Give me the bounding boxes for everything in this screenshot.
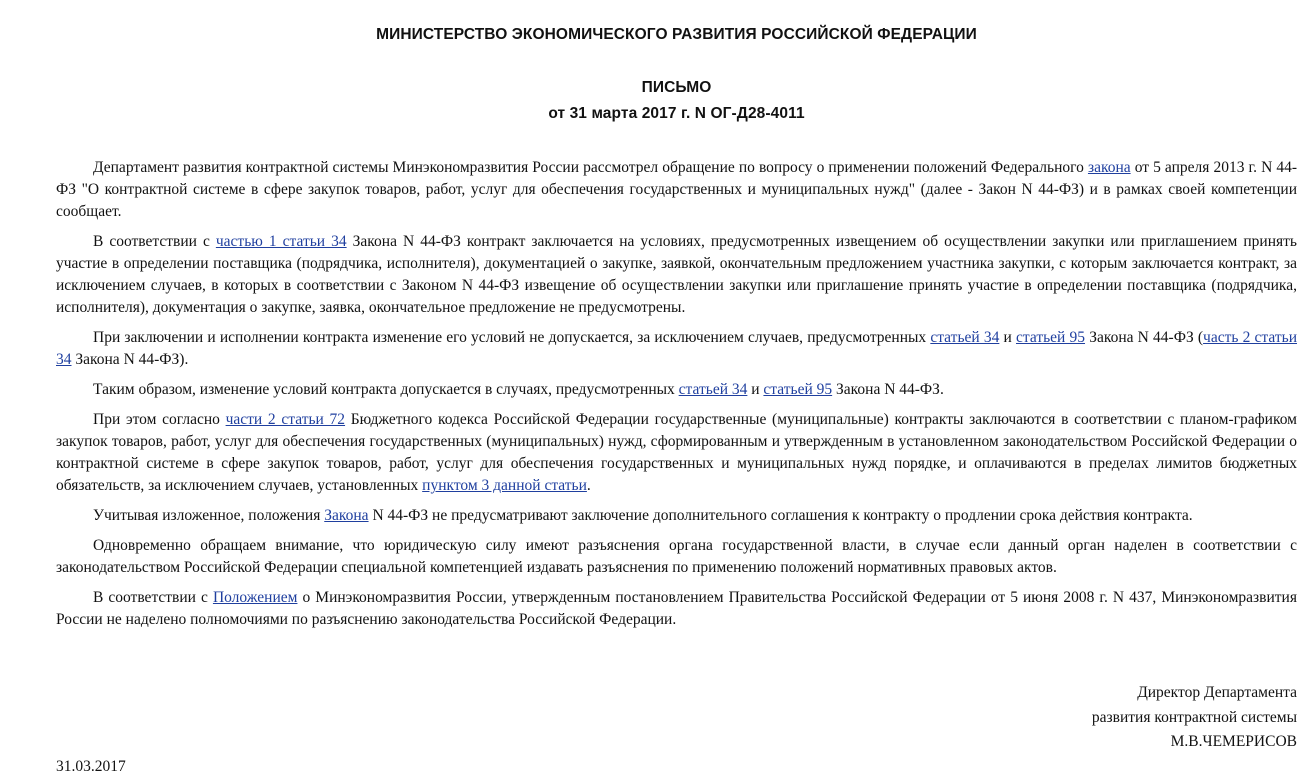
link-part-2-article-72[interactable]: части 2 статьи 72 [225,411,346,428]
link-law[interactable]: Закона [324,507,369,524]
paragraph-6 [56,505,1297,527]
link-article-95[interactable]: статьей 95 [1016,329,1086,346]
link-article-34[interactable]: статьей 34 [930,329,1000,346]
paragraph-5-text-1: При этом согласно [93,411,226,428]
paragraph-2-text-2: Закона N 44-ФЗ контракт заключается на условиях, предусмотренных извещением об осуществлении закупки или приглашением принять участие в определении поставщика (подрядчика, исполнителя), документацией о закупке, заявкой, окончательным предложением участника закупки, с которым заключается контракт, за исключением случаев, в которых в соответствии с Законом N 44-ФЗ извещение об осуществлении закупки или приглашение принять участие в определении поставщика (подрядчика, исполнителя), документация о закупке, заявка, окончательное предложение не предусмотрены. [56,233,1297,316]
paragraph-4-text-2: и [747,381,764,398]
signature-position-line-1: Директор Департамента [1137,684,1297,701]
paragraph-7 [56,535,1297,579]
link-part-2-article-34[interactable]: часть 2 статьи 34 [56,329,1297,368]
paragraph-8-text-2: о Минэкономразвития России, утвержденным постановлением Правительства Российской Федерации от 5 июня 2008 г. N 437, Минэкономразвития России не наделено полномочиями по разъяснению законодательства Российской Федерации. [56,589,1297,628]
link-article-95[interactable]: статьей 95 [763,381,833,398]
letter-body [56,157,1297,639]
signature-position-line-2: развития контрактной системы [1091,708,1297,726]
link-article-34[interactable]: статьей 34 [678,381,748,398]
paragraph-5 [56,409,1297,497]
paragraph-3-text-3: Закона N 44-ФЗ ( [1085,329,1204,346]
signature-name: М.В.ЧЕМЕРИСОВ [1170,733,1297,750]
link-regulation[interactable]: Положением [212,589,298,606]
document-date-number: от 31 марта 2017 г. N ОГ-Д28-4011 [548,105,805,122]
paragraph-5-text-2: Бюджетного кодекса Российской Федерации государственные (муниципальные) контракты заключаются в соответствии с планом-графиком закупок товаров, работ, услуг для обеспечения государственных (муниципальных) нужд, сформированным и утвержденным в установленном законодательством Российской Федерации о контрактной системе в сфере закупок товаров, работ, услуг для обеспечения государственных и муниципальных нужд порядке, и оплачиваются в пределах лимитов бюджетных обязательств, за исключением случаев, установленных [56,411,1297,494]
paragraph-5-text-3: . [586,477,591,494]
paragraph-2-text-1: В соответствии с [93,233,216,250]
paragraph-1 [56,157,1297,223]
date-stamp: 31.03.2017 [56,758,126,775]
paragraph-3-text-1: При заключении и исполнении контракта изменение его условий не допускается, за исключением случаев, предусмотренных [93,329,931,346]
paragraph-1-text-2: от 5 апреля 2013 г. N 44-ФЗ "О контрактной системе в сфере закупок товаров, работ, услуг для обеспечения государственных и муниципальных нужд" (далее - Закон N 44-ФЗ) и в рамках своей компетенции сообщает. [56,159,1297,220]
paragraph-6-text-2: N 44-ФЗ не предусматривают заключение дополнительного соглашения к контракту о продлении срока действия контракта. [368,507,1193,524]
link-clause-3-this-article[interactable]: пунктом 3 данной статьи [422,477,587,494]
link-part-1-article-34[interactable]: частью 1 статьи 34 [215,233,347,250]
paragraph-8 [56,587,1297,631]
paragraph-7-text-1: Одновременно обращаем внимание, что юридическую силу имеют разъяснения органа государственной власти, в случае если данный орган наделен в соответствии с законодательством Российской Федерации специальной компетенцией издавать разъяснения по применению положений нормативных правовых актов. [56,537,1297,576]
paragraph-8-text-1: В соответствии с [93,589,213,606]
paragraph-3 [56,327,1297,371]
ministry-title: МИНИСТЕРСТВО ЭКОНОМИЧЕСКОГО РАЗВИТИЯ РОССИЙСКОЙ ФЕДЕРАЦИИ [376,26,977,43]
paragraph-6-text-1: Учитывая изложенное, положения [93,507,325,524]
paragraph-4 [56,379,1297,401]
paragraph-1-text-1: Департамент развития контрактной системы Минэкономразвития России рассмотрел обращение по вопросу о применении положений Федерального [93,159,1088,176]
link-federal-law[interactable]: закона [1087,159,1131,176]
paragraph-4-text-3: Закона N 44-ФЗ. [832,381,944,398]
paragraph-2 [56,231,1297,319]
signature-block [1092,681,1297,755]
paragraph-3-text-4: Закона N 44-ФЗ). [71,351,189,368]
document-type: ПИСЬМО [641,79,712,96]
paragraph-3-text-2: и [999,329,1016,346]
paragraph-4-text-1: Таким образом, изменение условий контракта допускается в случаях, предусмотренных [93,381,679,398]
